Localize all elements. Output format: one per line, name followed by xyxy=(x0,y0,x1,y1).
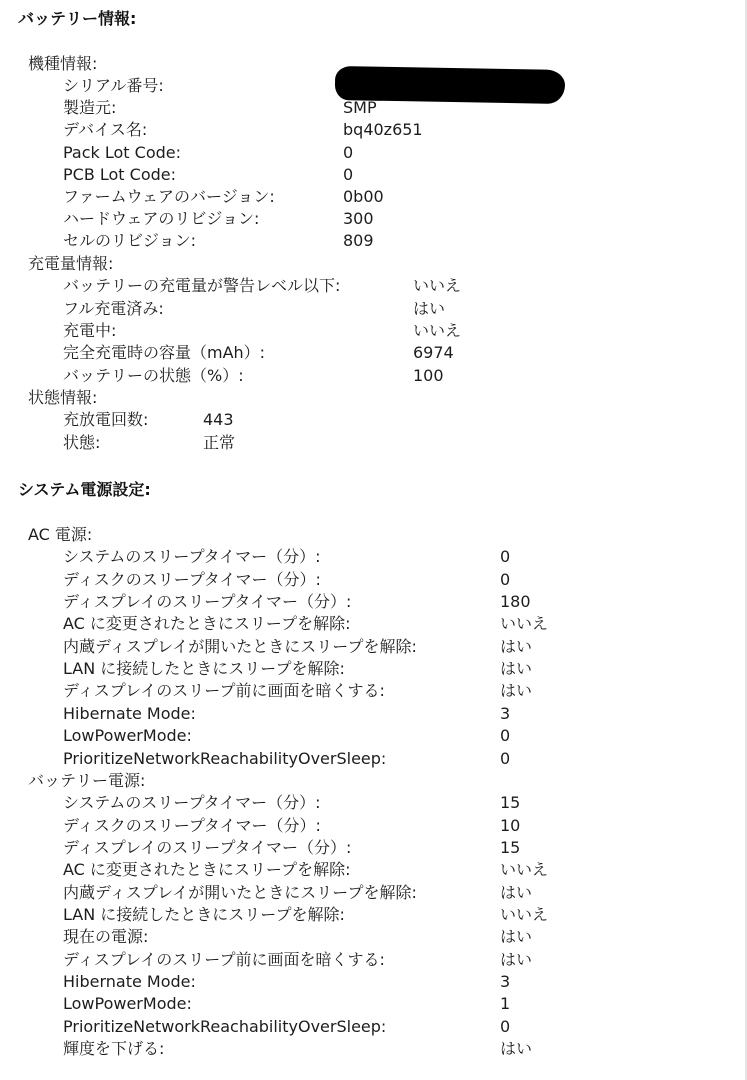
bat-reduce-brightness-value: はい xyxy=(500,1039,533,1058)
hardware-revision-label: ハードウェアのリビジョン: xyxy=(63,209,260,228)
ac-wake-on-ac-change-value: いいえ xyxy=(500,614,549,633)
bat-system-sleep-value: 15 xyxy=(500,793,521,812)
ac-wake-on-lid-open-label: 内蔵ディスプレイが開いたときにスリープを解除: xyxy=(63,637,417,656)
cycle-count-label: 充放電回数: xyxy=(63,410,149,429)
pack-lot-code-label: Pack Lot Code: xyxy=(63,143,182,162)
bat-disk-sleep-label: ディスクのスリープタイマー（分）: xyxy=(63,816,321,835)
charge-below-warning-value: いいえ xyxy=(413,276,462,295)
full-charge-capacity-label: 完全充電時の容量（mAh）: xyxy=(63,343,266,362)
ac-display-sleep-value: 180 xyxy=(500,592,531,611)
battery-info-title: バッテリー情報: xyxy=(18,9,137,28)
bat-disk-sleep-value: 10 xyxy=(500,816,521,835)
ac-system-sleep-label: システムのスリープタイマー（分）: xyxy=(63,547,321,566)
ac-disk-sleep-value: 0 xyxy=(500,570,511,589)
firmware-version-label: ファームウェアのバージョン: xyxy=(63,187,275,206)
bat-wake-on-lan-label: LAN に接続したときにスリープを解除: xyxy=(63,905,345,924)
bat-dim-before-sleep-label: ディスプレイのスリープ前に画面を暗くする: xyxy=(63,950,385,969)
battery-power-heading: バッテリー電源: xyxy=(28,771,146,790)
ac-wake-on-lan-label: LAN に接続したときにスリープを解除: xyxy=(63,659,345,678)
charging-value: いいえ xyxy=(413,321,462,340)
device-name-label: デバイス名: xyxy=(63,120,148,139)
cycle-count-value: 443 xyxy=(203,410,234,429)
bat-wake-on-lan-value: いいえ xyxy=(500,905,549,924)
pcb-lot-code-label: PCB Lot Code: xyxy=(63,165,177,184)
pcb-lot-code-value: 0 xyxy=(343,165,354,184)
fully-charged-value: はい xyxy=(413,299,446,318)
cell-revision-value: 809 xyxy=(343,231,374,250)
charge-below-warning-label: バッテリーの充電量が警告レベル以下: xyxy=(63,276,341,295)
bat-prioritize-network-label: PrioritizeNetworkReachabilityOverSleep: xyxy=(63,1017,387,1036)
charging-label: 充電中: xyxy=(63,321,117,340)
ac-prioritize-network-label: PrioritizeNetworkReachabilityOverSleep: xyxy=(63,749,387,768)
ac-system-sleep-value: 0 xyxy=(500,547,511,566)
bat-display-sleep-label: ディスプレイのスリープタイマー（分）: xyxy=(63,838,352,857)
ac-wake-on-lan-value: はい xyxy=(500,659,533,678)
hardware-revision-value: 300 xyxy=(343,209,374,228)
ac-hibernate-mode-value: 3 xyxy=(500,704,511,723)
health-info-heading: 状態情報: xyxy=(28,388,98,407)
firmware-version-value: 0b00 xyxy=(343,187,384,206)
bat-prioritize-network-value: 0 xyxy=(500,1017,511,1036)
ac-display-sleep-label: ディスプレイのスリープタイマー（分）: xyxy=(63,592,352,611)
bat-low-power-mode-value: 1 xyxy=(500,994,511,1013)
model-info-heading: 機種情報: xyxy=(28,54,98,73)
full-charge-capacity-value: 6974 xyxy=(413,343,454,362)
manufacturer-label: 製造元: xyxy=(63,98,117,117)
pack-lot-code-value: 0 xyxy=(343,143,354,162)
charge-info-heading: 充電量情報: xyxy=(28,254,114,273)
bat-wake-on-ac-change-label: AC に変更されたときにスリープを解除: xyxy=(63,860,351,879)
bat-low-power-mode-label: LowPowerMode: xyxy=(63,994,192,1013)
battery-health-percent-label: バッテリーの状態（%）: xyxy=(63,366,244,385)
bat-wake-on-lid-open-label: 内蔵ディスプレイが開いたときにスリープを解除: xyxy=(63,883,417,902)
battery-health-percent-value: 100 xyxy=(413,366,444,385)
system-power-title: システム電源設定: xyxy=(18,480,151,499)
ac-wake-on-ac-change-label: AC に変更されたときにスリープを解除: xyxy=(63,614,351,633)
ac-hibernate-mode-label: Hibernate Mode: xyxy=(63,704,196,723)
bat-hibernate-mode-label: Hibernate Mode: xyxy=(63,972,196,991)
condition-value: 正常 xyxy=(203,433,236,452)
ac-disk-sleep-label: ディスクのスリープタイマー（分）: xyxy=(63,570,321,589)
bat-hibernate-mode-value: 3 xyxy=(500,972,511,991)
ac-dim-before-sleep-value: はい xyxy=(500,681,533,700)
manufacturer-value: SMP xyxy=(343,98,377,117)
serial-number-label: シリアル番号: xyxy=(63,76,164,95)
bat-wake-on-lid-open-value: はい xyxy=(500,883,533,902)
bat-current-power-source-value: はい xyxy=(500,927,533,946)
bat-dim-before-sleep-value: はい xyxy=(500,950,533,969)
ac-low-power-mode-label: LowPowerMode: xyxy=(63,726,192,745)
device-name-value: bq40z651 xyxy=(343,120,423,139)
ac-dim-before-sleep-label: ディスプレイのスリープ前に画面を暗くする: xyxy=(63,681,385,700)
ac-power-heading: AC 電源: xyxy=(28,525,93,544)
bat-display-sleep-value: 15 xyxy=(500,838,521,857)
ac-low-power-mode-value: 0 xyxy=(500,726,511,745)
bat-wake-on-ac-change-value: いいえ xyxy=(500,860,549,879)
bat-current-power-source-label: 現在の電源: xyxy=(63,927,149,946)
condition-label: 状態: xyxy=(63,433,101,452)
bat-system-sleep-label: システムのスリープタイマー（分）: xyxy=(63,793,321,812)
cell-revision-label: セルのリビジョン: xyxy=(63,231,197,250)
ac-prioritize-network-value: 0 xyxy=(500,749,511,768)
ac-wake-on-lid-open-value: はい xyxy=(500,637,533,656)
fully-charged-label: フル充電済み: xyxy=(63,299,164,318)
bat-reduce-brightness-label: 輝度を下げる: xyxy=(63,1039,165,1058)
